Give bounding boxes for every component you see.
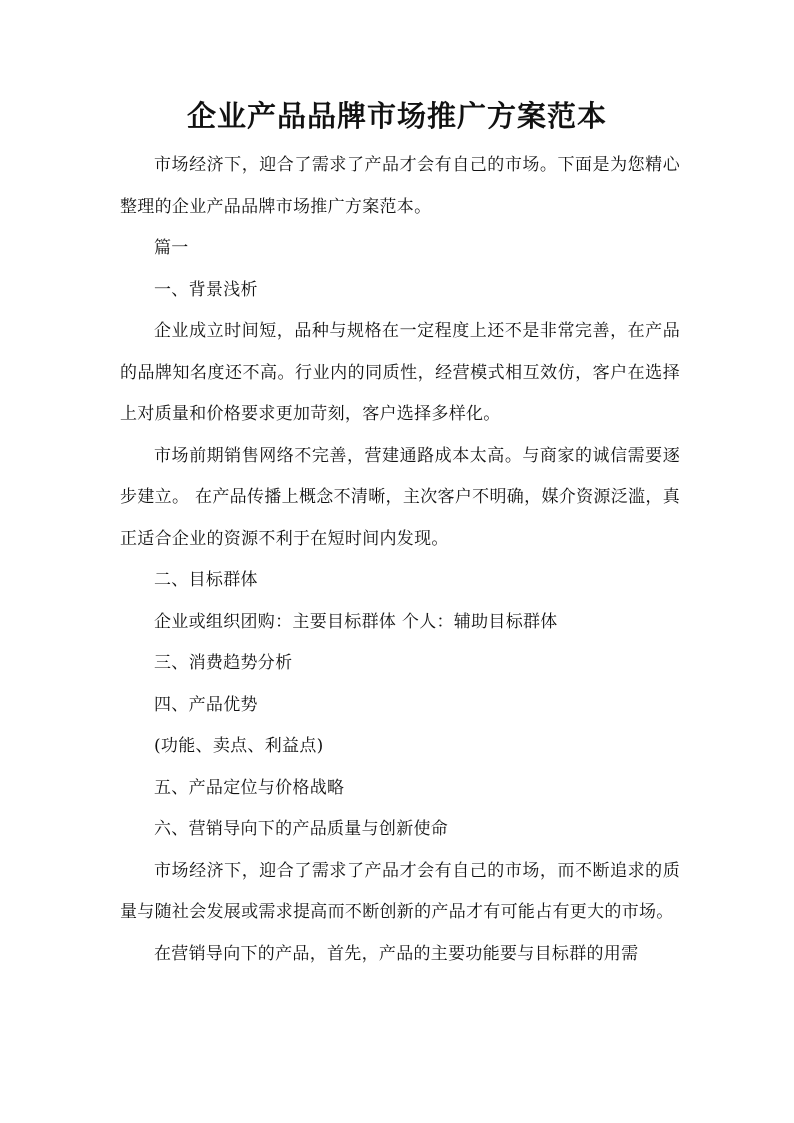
section-heading-consumption-trend: 三、消费趋势分析 xyxy=(154,653,293,673)
target-group-paragraph: 企业或组织团购：主要目标群体 个人：辅助目标群体 xyxy=(154,611,558,632)
document-body xyxy=(120,145,680,975)
document-title: 企业产品品牌市场推广方案范本 xyxy=(186,99,607,133)
section-heading-target-group: 二、目标群体 xyxy=(154,570,258,590)
part-heading: 篇一 xyxy=(154,238,189,258)
quality-innovation-paragraph: 市场经济下，迎合了需求了产品才会有自己的市场，而不断追求的质量与随社会发展或需求提高而不断创新的产品才有可能占有更大的市场。 xyxy=(120,860,680,922)
product-advantage-note: (功能、卖点、利益点) xyxy=(154,736,324,756)
background-paragraph-1: 企业成立时间短，品种与规格在一定程度上还不是非常完善，在产品的品牌知名度还不高。行业内的同质性，经营模式相互效仿，客户在选择上对质量和价格要求更加苛刻，客户选择多样化。 xyxy=(120,321,680,424)
intro-paragraph: 市场经济下，迎合了需求了产品才会有自己的市场。下面是为您精心整理的企业产品品牌市场推广方案范本。 xyxy=(120,155,680,217)
marketing-product-paragraph: 在营销导向下的产品，首先，产品的主要功能要与目标群的用需 xyxy=(154,943,639,964)
section-heading-background: 一、背景浅析 xyxy=(154,279,258,300)
section-heading-product-advantage: 四、产品优势 xyxy=(154,694,258,715)
background-paragraph-2: 市场前期销售网络不完善，营建通路成本太高。与商家的诚信需要逐步建立。 在产品传播上概念不清晰，主次客户不明确，媒介资源泛滥，真正适合企业的资源不利于在短时间内发现。 xyxy=(120,445,680,549)
section-heading-quality-innovation: 六、营销导向下的产品质量与创新使命 xyxy=(154,819,449,839)
section-heading-positioning-pricing: 五、产品定位与价格战略 xyxy=(154,777,345,798)
